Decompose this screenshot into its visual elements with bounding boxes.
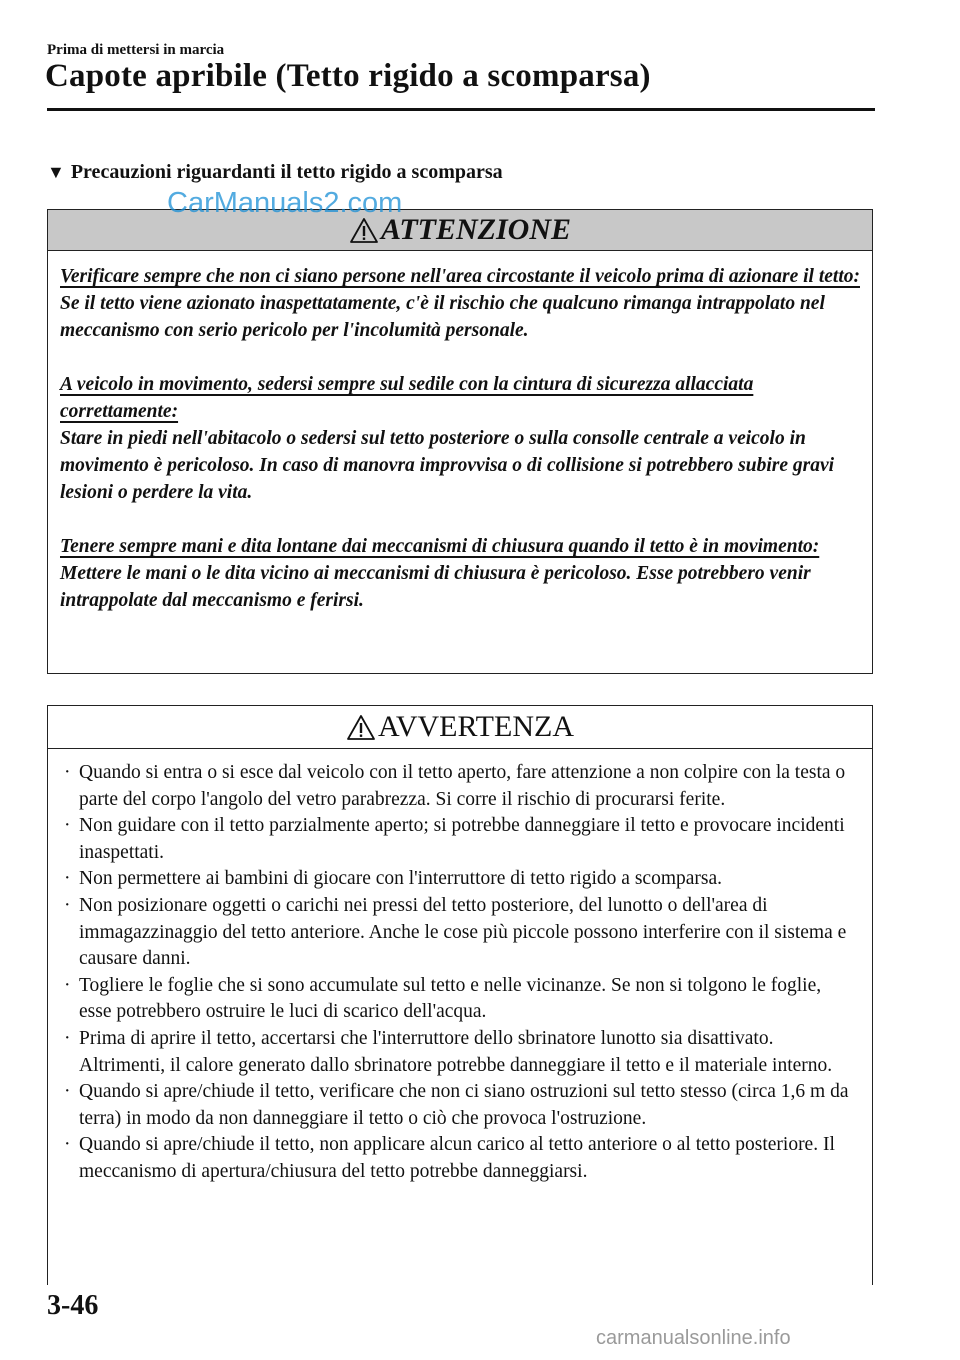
attenzione-paragraph-text: Mettere le mani o le dita vicino ai meccanismi di chiusura è pericoloso. Esse potrebbero venir intrappolate dal meccanismo e ferirsi.: [60, 563, 811, 611]
watermark-footer: carmanualsonline.info: [596, 1327, 791, 1349]
subheading: [47, 161, 503, 184]
avvertenza-title: AVVERTENZA: [378, 710, 574, 743]
attenzione-box: [47, 209, 873, 674]
subheading-text: Precauzioni riguardanti il tetto rigido a scomparsa: [70, 161, 503, 183]
avvertenza-list-item: [62, 866, 856, 893]
bullet-dot-icon: ·: [64, 1081, 71, 1103]
bullet-dot-icon: ·: [64, 762, 71, 783]
attenzione-paragraph: [60, 533, 860, 614]
avvertenza-body: [48, 749, 872, 1186]
attenzione-paragraph-heading: A veicolo in movimento, sedersi sempre sul sedile con la cintura di sicurezza allacciata correttamente:: [60, 374, 754, 422]
attenzione-paragraph-text: Se il tetto viene azionato inaspettatamente, c'è il rischio che qualcuno rimanga intrappolato nel meccanismo con serio pericolo per l'incolumità personale.: [60, 293, 825, 341]
avvertenza-box: [47, 705, 873, 1285]
avvertenza-list-item-text: Non permettere ai bambini di giocare con l'interruttore di tetto rigido a scomparsa.: [79, 868, 723, 890]
avvertenza-list-item-text: Prima di aprire il tetto, accertarsi che l'interruttore dello sbrinatore lunotto sia disattivato. Altrimenti, il calore generato dallo sbrinatore potrebbe danneggiare il tetto e il materiale interno.: [79, 1027, 833, 1076]
avvertenza-list-item-text: Quando si entra o si esce dal veicolo con il tetto aperto, fare attenzione a non colpire con la testa o parte del corpo l'angolo del vetro parabrezza. Si corre il rischio di procurarsi ferite.: [79, 762, 846, 810]
bullet-dot-icon: ·: [64, 868, 71, 890]
bullet-dot-icon: ·: [64, 1134, 71, 1156]
section-label: Prima di mettersi in marcia: [47, 42, 225, 58]
avvertenza-list-item: [62, 973, 856, 1026]
warning-triangle-icon: [349, 217, 379, 244]
attenzione-paragraph: [60, 263, 860, 344]
attenzione-paragraph-text: Stare in piedi nell'abitacolo o sedersi sul tetto posteriore o sulla consolle centrale a veicolo in movimento è pericoloso. In caso di manovra improvvisa o di collisione si potrebbero subire gravi lesioni o perdere la vita.: [60, 428, 835, 503]
avvertenza-list-item: [62, 1132, 856, 1185]
avvertenza-list-item: [62, 893, 856, 973]
watermark-logo: CarManuals2.com: [167, 187, 403, 219]
page-number: 3-46: [47, 1290, 99, 1321]
bullet-dot-icon: ·: [64, 1027, 71, 1049]
warning-triangle-icon: [346, 714, 376, 741]
attenzione-body: [48, 251, 872, 614]
page-title: Capote apribile (Tetto rigido a scomparsa): [45, 58, 651, 94]
title-divider: [47, 108, 875, 111]
attenzione-paragraph: [60, 371, 860, 506]
avvertenza-list-item: [62, 1079, 856, 1132]
avvertenza-list-item-text: Non posizionare oggetti o carichi nei pressi del tetto posteriore, del lunotto o dell'area di immagazzinaggio del tetto anteriore. Anche le cose più piccole possono interferire con il sistema e causare danni.: [79, 894, 847, 970]
bullet-dot-icon: ·: [64, 974, 71, 996]
bullet-dot-icon: ·: [64, 815, 71, 837]
attenzione-paragraph-heading: Verificare sempre che non ci siano persone nell'area circostante il veicolo prima di azionare il tetto:: [60, 266, 860, 287]
attenzione-paragraph-heading: Tenere sempre mani e dita lontane dai meccanismi di chiusura quando il tetto è in movimento:: [60, 536, 820, 557]
avvertenza-list-item: [62, 1026, 856, 1079]
triangle-marker-icon: ▼: [47, 162, 65, 182]
avvertenza-list-item-text: Togliere le foglie che si sono accumulate sul tetto e nelle vicinanze. Se non si tolgono le foglie, esse potrebbero ostruire le luci di scarico dell'acqua.: [79, 974, 822, 1023]
bullet-dot-icon: ·: [64, 894, 71, 916]
avvertenza-list-item-text: Quando si apre/chiude il tetto, non applicare alcun carico al tetto anteriore o al tetto posteriore. Il meccanismo di apertura/chiusura del tetto potrebbe danneggiarsi.: [79, 1134, 835, 1182]
avvertenza-list-item-text: Non guidare con il tetto parzialmente aperto; si potrebbe danneggiare il tetto e provocare incidenti inaspettati.: [79, 815, 845, 863]
avvertenza-list-item-text: Quando si apre/chiude il tetto, verificare che non ci siano ostruzioni sul tetto stesso (circa 1,6 m da terra) in modo da non danneggiare il tetto o ciò che provoca l'ostruzione.: [79, 1081, 849, 1129]
attenzione-title: ATTENZIONE: [380, 213, 572, 246]
avvertenza-list-item: [62, 760, 856, 813]
avvertenza-list-item: [62, 813, 856, 866]
avvertenza-header: [48, 706, 872, 749]
